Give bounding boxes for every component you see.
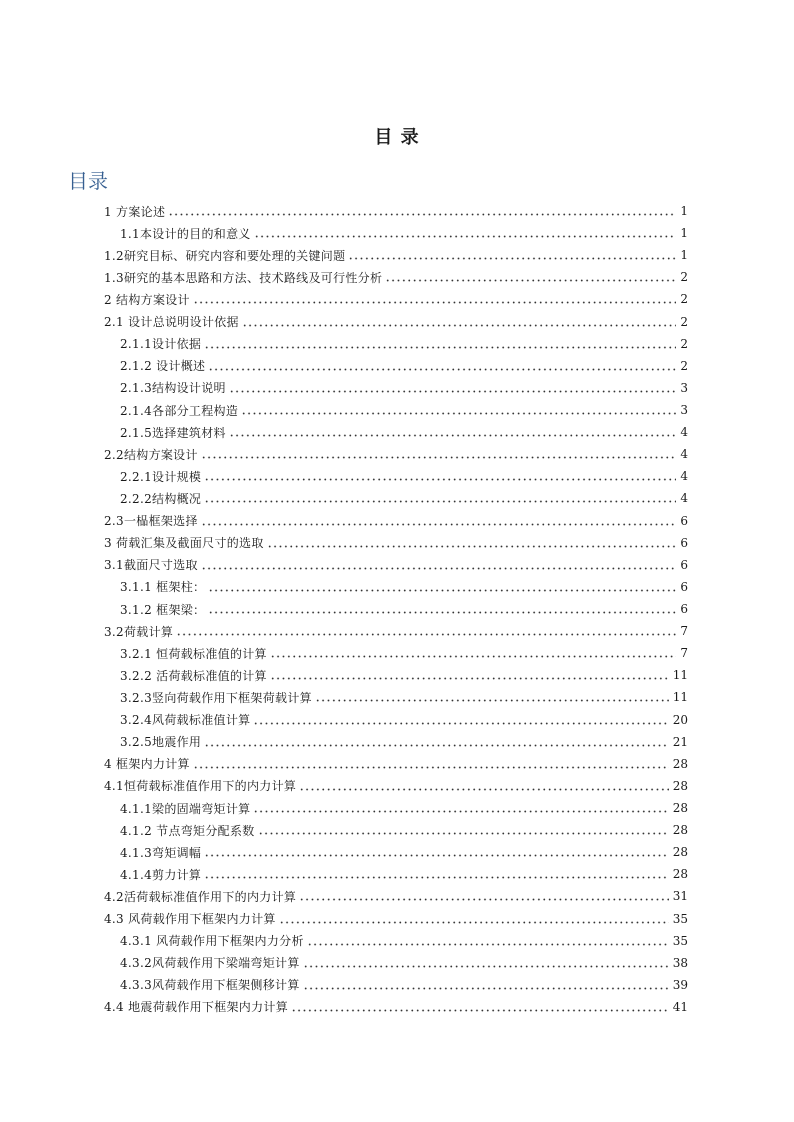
- dot-leader: [253, 714, 668, 726]
- toc-entry-label: 2.1.2 设计概述: [120, 359, 206, 374]
- toc-entry-page: 2: [680, 292, 688, 307]
- toc-entry-page: 20: [672, 712, 688, 727]
- toc-entry-page: 6: [680, 513, 688, 528]
- toc-entry[interactable]: [104, 753, 688, 775]
- toc-entry-page: 6: [680, 602, 688, 617]
- toc-entry-label: 3.2.5地震作用: [120, 735, 202, 750]
- toc-entry-label: 3.1.1 框架柱：: [120, 580, 206, 595]
- toc-entry-label: 1.2研究目标、研究内容和要处理的关键问题: [104, 248, 346, 263]
- toc-entry-page: 7: [680, 646, 688, 661]
- dot-leader: [204, 338, 676, 350]
- toc-entry[interactable]: [104, 664, 688, 686]
- toc-entry-label: 3.1.2 框架梁：: [120, 602, 206, 617]
- toc-entry-label: 4.3.1 风荷载作用下框架内力分析: [120, 934, 304, 949]
- dot-leader: [168, 205, 676, 217]
- toc-entry-label: 4.1.4剪力计算: [120, 867, 202, 882]
- toc-entry-page: 39: [672, 977, 688, 992]
- toc-entry-label: 4 框架内力计算: [104, 757, 190, 772]
- toc-entry[interactable]: [104, 974, 688, 996]
- toc-entry[interactable]: [104, 908, 688, 930]
- toc-entry-label: 3 荷载汇集及截面尺寸的选取: [104, 536, 264, 551]
- toc-entry-label: 2.1 设计总说明设计依据: [104, 315, 239, 330]
- toc-entry-page: 21: [672, 734, 688, 749]
- dot-leader: [270, 647, 676, 659]
- toc-entry-page: 11: [672, 668, 688, 683]
- dot-leader: [253, 802, 668, 814]
- toc-entry[interactable]: [104, 288, 688, 310]
- toc-entry[interactable]: [104, 841, 688, 863]
- toc-entry-page: 28: [672, 845, 688, 860]
- toc-entry[interactable]: [104, 333, 688, 355]
- toc-entry-label: 2.2.2结构概况: [120, 491, 202, 506]
- toc-entry[interactable]: [104, 465, 688, 487]
- toc-entry-page: 28: [672, 778, 688, 793]
- dot-leader: [241, 404, 676, 416]
- toc-entry-label: 4.4 地震荷载作用下框架内力计算: [104, 1000, 288, 1015]
- toc-entry-label: 1.3研究的基本思路和方法、技术路线及可行性分析: [104, 270, 383, 285]
- dot-leader: [204, 736, 668, 748]
- dot-leader: [193, 293, 676, 305]
- toc-entry-label: 2.3一榀框架选择: [104, 514, 198, 529]
- toc-entry-page: 6: [680, 557, 688, 572]
- toc-entry-page: 2: [680, 270, 688, 285]
- toc-entry-label: 4.3.3风荷载作用下框架侧移计算: [120, 978, 300, 993]
- dot-leader: [303, 979, 669, 991]
- toc-entry-label: 3.2.3竖向荷载作用下框架荷载计算: [120, 690, 312, 705]
- toc-entry-label: 4.1.3弯矩调幅: [120, 845, 202, 860]
- toc-entry-label: 2.1.3结构设计说明: [120, 381, 226, 396]
- toc-entry[interactable]: [104, 598, 688, 620]
- toc-entry-label: 1.1本设计的目的和意义: [120, 226, 251, 241]
- toc-entry[interactable]: [104, 377, 688, 399]
- toc-entry[interactable]: [104, 244, 688, 266]
- dot-leader: [204, 492, 676, 504]
- toc-entry-label: 2.1.4各部分工程构造: [120, 403, 239, 418]
- toc-entry[interactable]: [104, 576, 688, 598]
- toc-entry[interactable]: [104, 620, 688, 642]
- toc-entry-label: 3.2.1 恒荷载标准值的计算: [120, 646, 267, 661]
- toc-entry-page: 7: [680, 624, 688, 639]
- toc-entry[interactable]: [104, 532, 688, 554]
- toc-entry-page: 1: [680, 226, 688, 241]
- toc-entry[interactable]: [104, 266, 688, 288]
- toc-entry-page: 4: [680, 447, 688, 462]
- dot-leader: [229, 426, 676, 438]
- dot-leader: [291, 1001, 669, 1013]
- toc-entry-label: 3.2.2 活荷载标准值的计算: [120, 668, 267, 683]
- dot-leader: [204, 868, 668, 880]
- toc-entry-label: 3.1截面尺寸选取: [104, 558, 198, 573]
- toc-entry-page: 4: [680, 469, 688, 484]
- toc-entry[interactable]: [104, 775, 688, 797]
- dot-leader: [307, 935, 669, 947]
- toc-entry-label: 4.3.2风荷载作用下梁端弯矩计算: [120, 956, 300, 971]
- dot-leader: [176, 625, 676, 637]
- toc-entry[interactable]: [104, 421, 688, 443]
- dot-leader: [201, 515, 676, 527]
- toc-entry[interactable]: [104, 709, 688, 731]
- toc-entry[interactable]: [104, 399, 688, 421]
- toc-entry-page: 2: [680, 336, 688, 351]
- dot-leader: [204, 470, 676, 482]
- toc-entry-label: 3.2荷载计算: [104, 624, 174, 639]
- toc-entry-page: 28: [672, 801, 688, 815]
- dot-leader: [385, 271, 676, 283]
- toc-heading: 目录: [68, 169, 108, 193]
- toc-entry-label: 3.2.4风荷载标准值计算: [120, 713, 251, 728]
- toc-entry-page: 1: [680, 248, 688, 263]
- dot-leader: [270, 669, 669, 681]
- toc-entry-label: 4.2活荷载标准值作用下的内力计算: [104, 889, 297, 904]
- toc-entry-page: 28: [672, 823, 688, 838]
- dot-leader: [208, 581, 676, 593]
- toc-entry-label: 2.2结构方案设计: [104, 447, 198, 462]
- toc-entry-page: 35: [672, 933, 688, 948]
- dot-leader: [193, 758, 669, 770]
- toc-entry-label: 4.1恒荷载标准值作用下的内力计算: [104, 779, 297, 794]
- toc-entry-label: 2.2.1设计规模: [120, 469, 202, 484]
- toc-entry-page: 4: [680, 425, 688, 440]
- dot-leader: [303, 957, 669, 969]
- toc-entry[interactable]: [104, 863, 688, 885]
- dot-leader: [208, 603, 676, 615]
- toc-entry[interactable]: [104, 222, 688, 244]
- toc-entry-label: 1 方案论述: [104, 204, 166, 219]
- toc-entry[interactable]: [104, 797, 688, 819]
- toc-entry-page: 31: [672, 889, 688, 904]
- toc-entry-page: 41: [672, 999, 688, 1014]
- toc-entry[interactable]: [104, 952, 688, 974]
- toc-entry[interactable]: [104, 731, 688, 753]
- dot-leader: [267, 537, 676, 549]
- toc-entry[interactable]: [104, 930, 688, 952]
- toc-entry-label: 2 结构方案设计: [104, 292, 190, 307]
- toc-entry-page: 6: [680, 535, 688, 550]
- toc-entry-page: 28: [672, 867, 688, 882]
- toc-entry[interactable]: [104, 487, 688, 509]
- toc-entry-page: 6: [680, 579, 688, 594]
- dot-leader: [279, 913, 669, 925]
- toc-entry-label: 2.1.1设计依据: [120, 337, 202, 352]
- toc-entry[interactable]: [104, 355, 688, 377]
- toc-entry-page: 35: [672, 911, 688, 926]
- toc-entry[interactable]: [104, 554, 688, 576]
- toc-entry-page: 3: [680, 380, 688, 395]
- toc-entry-label: 2.1.5选择建筑材料: [120, 425, 226, 440]
- dot-leader: [315, 691, 669, 703]
- dot-leader: [229, 382, 676, 394]
- dot-leader: [254, 227, 676, 239]
- toc-entry-page: 3: [680, 403, 688, 418]
- toc-entry-page: 28: [672, 756, 688, 771]
- toc-entry[interactable]: [104, 996, 688, 1018]
- table-of-contents: [104, 200, 688, 1018]
- toc-entry-page: 2: [680, 358, 688, 373]
- dot-leader: [204, 846, 668, 858]
- toc-entry-label: 4.1.2 节点弯矩分配系数: [120, 823, 255, 838]
- dot-leader: [201, 559, 676, 571]
- toc-entry[interactable]: [104, 311, 688, 333]
- toc-entry[interactable]: [104, 686, 688, 708]
- dot-leader: [201, 448, 676, 460]
- page-title: 目 录: [374, 127, 420, 148]
- dot-leader: [258, 824, 669, 836]
- toc-entry[interactable]: [104, 819, 688, 841]
- dot-leader: [299, 780, 669, 792]
- toc-entry[interactable]: [104, 510, 688, 532]
- toc-entry[interactable]: [104, 200, 688, 222]
- toc-entry-page: 1: [680, 204, 688, 219]
- toc-entry[interactable]: [104, 443, 688, 465]
- dot-leader: [348, 249, 676, 261]
- dot-leader: [242, 316, 676, 328]
- toc-entry-page: 2: [680, 314, 688, 329]
- dot-leader: [299, 890, 669, 902]
- toc-entry[interactable]: [104, 885, 688, 907]
- toc-entry-page: 4: [680, 491, 688, 506]
- toc-entry-page: 11: [672, 690, 688, 705]
- dot-leader: [208, 360, 676, 372]
- toc-entry-label: 4.1.1梁的固端弯矩计算: [120, 801, 251, 816]
- toc-entry[interactable]: [104, 642, 688, 664]
- toc-entry-label: 4.3 风荷载作用下框架内力计算: [104, 912, 276, 927]
- toc-entry-page: 38: [672, 955, 688, 970]
